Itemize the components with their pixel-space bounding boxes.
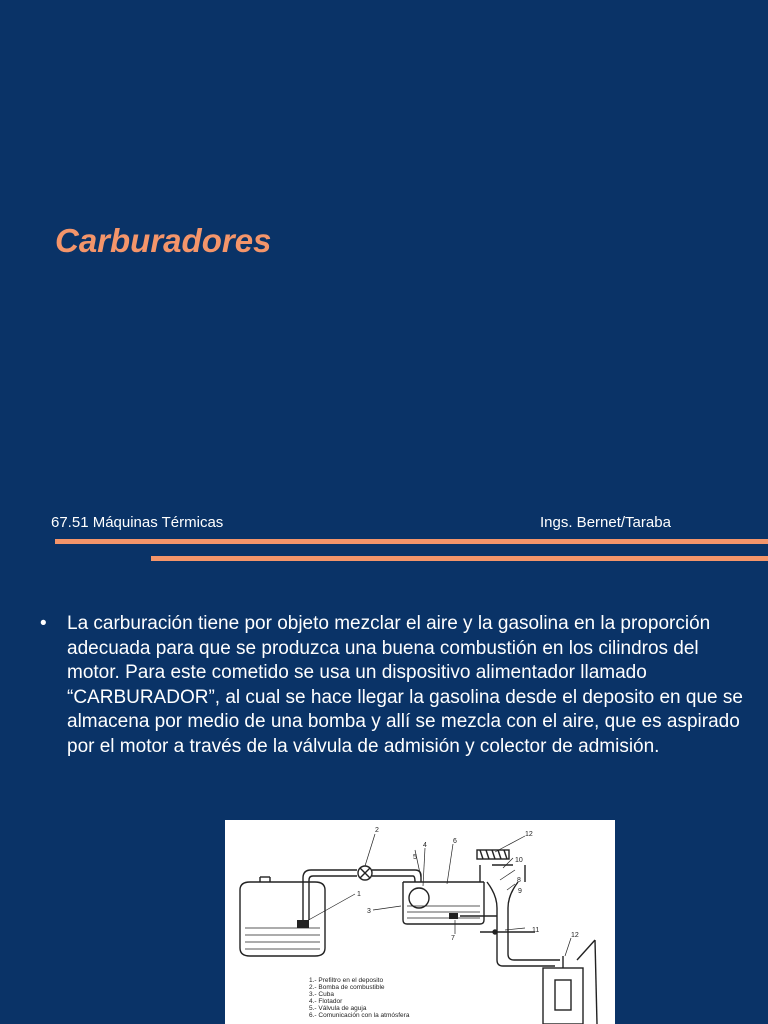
legend-line: 4.- Flotador	[309, 998, 343, 1005]
authors: Ings. Bernet/Taraba	[540, 514, 671, 531]
footer-rule-lower	[151, 556, 768, 561]
legend-line: 1.- Prefiltro en el deposito	[309, 977, 384, 984]
part-number: 9	[518, 888, 522, 895]
legend-line: 5.- Válvula de aguja	[309, 1005, 367, 1012]
part-number-layer	[225, 820, 615, 1024]
carburetor-diagram	[225, 820, 615, 1024]
part-number: 10	[515, 857, 523, 864]
part-number: 8	[517, 877, 521, 884]
legend-line: 3.- Cuba	[309, 991, 334, 998]
course-name: 67.51 Máquinas Térmicas	[51, 514, 224, 531]
part-number: 11	[532, 927, 540, 934]
slide-title: Carburadores	[55, 222, 272, 259]
legend-line: 6.- Comunicación con la atmósfera	[309, 1012, 410, 1019]
bullet-icon: •	[40, 613, 47, 634]
part-number: 3	[367, 908, 371, 915]
part-number: 1	[357, 891, 361, 898]
footer-rule-upper	[55, 539, 768, 544]
legend-line: 2.- Bomba de combustible	[309, 984, 385, 991]
part-number: 4	[423, 842, 427, 849]
part-number: 7	[451, 935, 455, 942]
part-number: 6	[453, 838, 457, 845]
part-number: 2	[375, 827, 379, 834]
bullet-text: La carburación tiene por objeto mezclar el aire y la gasolina en la proporción adecuada para que se produzca una buena combustión en los cilindros del motor. Para este cometido se usa un dispositivo alimentador llamado “CARBURADOR”, al cual se hace llegar la gasolina desde el deposito en que se almacena por medio de una bomba y allí se mezcla con el aire, que es aspirado por el motor a través de la válvula de admisión y colector de admisión.	[67, 613, 743, 757]
part-number: 12	[525, 831, 533, 838]
part-number: 12	[571, 932, 579, 939]
part-number: 5	[413, 854, 417, 861]
